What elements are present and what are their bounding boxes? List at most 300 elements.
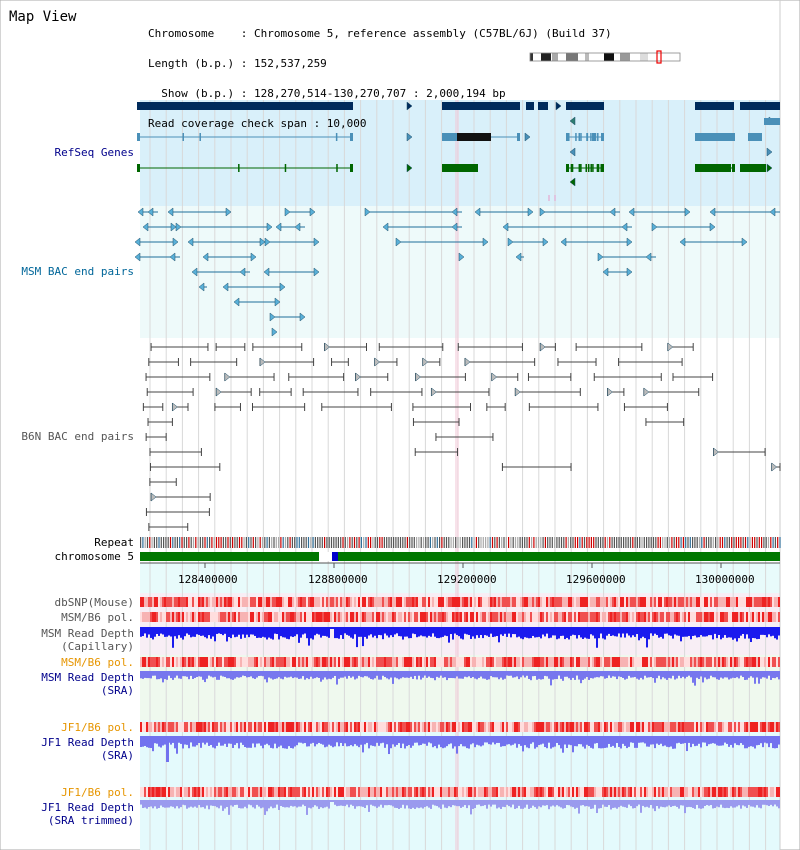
snp-density-cell	[336, 787, 338, 797]
gene-exon	[580, 164, 582, 172]
snp-density-cell	[198, 722, 200, 732]
read-depth-bar	[418, 671, 420, 676]
read-depth-bar	[746, 627, 748, 634]
read-depth-bar	[430, 800, 432, 809]
read-depth-bar	[244, 736, 246, 747]
read-depth-bar	[746, 736, 748, 748]
repeat-element	[172, 537, 173, 548]
snp-density-cell	[558, 722, 560, 732]
read-depth-bar	[434, 627, 436, 637]
snp-density-cell	[388, 722, 390, 732]
snp-density-cell	[230, 597, 232, 607]
read-depth-bar	[574, 736, 576, 746]
read-depth-bar	[166, 627, 168, 637]
snp-density-cell	[282, 612, 284, 622]
snp-density-cell	[546, 657, 548, 667]
repeat-element	[549, 537, 550, 548]
repeat-element	[591, 537, 592, 548]
read-depth-bar	[292, 736, 294, 748]
read-depth-bar	[266, 736, 268, 744]
read-depth-bar	[548, 627, 550, 638]
snp-density-cell	[398, 722, 400, 732]
snp-density-cell	[460, 657, 462, 667]
snp-density-cell	[308, 612, 310, 622]
snp-density-cell	[150, 787, 152, 797]
snp-density-cell	[676, 657, 678, 667]
snp-density-cell	[658, 787, 660, 797]
read-depth-bar	[712, 736, 714, 743]
snp-density-cell	[414, 612, 416, 622]
read-depth-bar	[514, 800, 516, 809]
label-msm-b6-pol-capillary[interactable]: MSM/B6 pol.	[61, 611, 134, 624]
read-depth-bar	[570, 671, 572, 680]
read-depth-bar	[258, 671, 260, 676]
snp-density-cell	[450, 787, 452, 797]
repeat-element	[667, 537, 668, 548]
snp-density-cell	[358, 787, 360, 797]
snp-density-cell	[510, 597, 512, 607]
label-refseq-genes[interactable]: RefSeq Genes	[54, 146, 134, 159]
read-depth-bar	[580, 800, 582, 806]
read-depth-bar	[384, 736, 386, 748]
read-depth-bar	[532, 736, 534, 742]
snp-density-cell	[490, 722, 492, 732]
snp-density-cell	[732, 612, 734, 622]
snp-density-cell	[174, 722, 176, 732]
snp-density-cell	[516, 787, 518, 797]
read-depth-bar	[296, 736, 298, 745]
snp-density-cell	[718, 612, 720, 622]
repeat-element	[639, 537, 640, 548]
repeat-element	[487, 537, 488, 548]
read-depth-bar	[474, 671, 476, 679]
label-jf1-read-depth-trimmed[interactable]	[41, 801, 134, 827]
snp-density-cell	[310, 657, 312, 667]
read-depth-bar	[690, 671, 692, 677]
read-depth-bar	[684, 671, 686, 678]
snp-density-cell	[206, 657, 208, 667]
read-depth-bar	[406, 671, 408, 678]
read-depth-bar	[644, 627, 646, 638]
read-depth-bar	[756, 627, 758, 639]
snp-density-cell	[522, 657, 524, 667]
label-repeat[interactable]: Repeat	[94, 536, 134, 549]
read-depth-bar	[598, 627, 600, 638]
snp-density-cell	[276, 657, 278, 667]
snp-density-cell	[520, 787, 522, 797]
snp-density-cell	[424, 612, 426, 622]
read-depth-bar	[432, 627, 434, 633]
snp-density-cell	[378, 787, 380, 797]
snp-density-cell	[750, 597, 752, 607]
read-depth-bar	[254, 800, 256, 809]
read-depth-bar	[722, 800, 724, 808]
read-depth-bar	[496, 671, 498, 677]
read-depth-bar	[246, 736, 248, 748]
read-depth-bar	[556, 671, 558, 679]
chromosome-gap	[319, 552, 332, 561]
repeat-element	[290, 537, 291, 548]
snp-density-cell	[230, 612, 232, 622]
snp-density-cell	[568, 657, 570, 667]
snp-density-cell	[768, 612, 770, 622]
read-depth-bar	[378, 627, 380, 635]
read-depth-bar	[154, 736, 156, 743]
read-depth-bar	[484, 736, 486, 742]
read-depth-bar	[176, 671, 178, 676]
read-depth-bar	[440, 671, 442, 676]
snp-density-cell	[508, 787, 510, 797]
read-depth-bar	[318, 671, 320, 678]
repeat-element	[338, 537, 339, 548]
read-depth-bar	[140, 736, 142, 747]
b6n-end-arrow	[492, 373, 497, 381]
snp-density-cell	[662, 612, 664, 622]
snp-density-cell	[404, 722, 406, 732]
label-dbsnp[interactable]: dbSNP(Mouse)	[54, 596, 134, 609]
snp-density-cell	[330, 722, 332, 732]
read-depth-bar	[654, 800, 656, 811]
snp-density-cell	[536, 612, 538, 622]
snp-density-cell	[210, 612, 212, 622]
snp-density-cell	[326, 612, 328, 622]
snp-density-cell	[492, 722, 494, 732]
read-depth-bar	[144, 736, 146, 746]
read-depth-bar	[250, 627, 252, 634]
read-depth-bar	[528, 736, 530, 748]
snp-density-cell	[682, 657, 684, 667]
read-depth-bar	[758, 736, 760, 745]
snp-density-cell	[632, 612, 634, 622]
snp-density-cell	[280, 787, 282, 797]
label-msm-b6-pol-sra[interactable]: MSM/B6 pol.	[61, 656, 134, 669]
read-depth-bar	[462, 627, 464, 639]
read-depth-bar	[504, 627, 506, 634]
snp-density-cell	[440, 597, 442, 607]
snp-density-cell	[680, 597, 682, 607]
snp-density-cell	[362, 597, 364, 607]
read-depth-bar	[240, 736, 242, 743]
snp-density-cell	[382, 612, 384, 622]
snp-density-cell	[674, 657, 676, 667]
read-depth-bar	[154, 800, 156, 806]
read-depth-bar	[336, 627, 338, 638]
snp-density-cell	[388, 657, 390, 667]
snp-density-cell	[488, 787, 490, 797]
repeat-element	[641, 537, 642, 548]
snp-density-cell	[256, 787, 258, 797]
read-depth-bar	[476, 627, 478, 635]
snp-density-cell	[254, 597, 256, 607]
snp-density-cell	[702, 597, 704, 607]
snp-density-cell	[402, 657, 404, 667]
read-depth-bar	[374, 671, 376, 678]
repeat-element	[660, 537, 661, 548]
snp-density-cell	[396, 612, 398, 622]
read-depth-bar	[724, 800, 726, 808]
snp-density-cell	[670, 722, 672, 732]
label-chromosome[interactable]: chromosome 5	[54, 550, 134, 563]
read-depth-bar	[232, 671, 234, 680]
read-depth-bar	[618, 800, 620, 807]
snp-density-cell	[246, 612, 248, 622]
snp-density-cell	[582, 657, 584, 667]
read-depth-bar	[504, 736, 506, 746]
snp-density-cell	[696, 657, 698, 667]
read-depth-bar	[234, 736, 236, 745]
read-depth-bar	[306, 671, 308, 678]
read-depth-bar	[592, 671, 594, 678]
snp-density-cell	[446, 722, 448, 732]
snp-density-cell	[608, 787, 610, 797]
read-depth-bar	[320, 800, 322, 807]
snp-density-cell	[318, 597, 320, 607]
read-depth-bar	[696, 800, 698, 805]
read-depth-bar	[230, 627, 232, 638]
read-depth-bar	[328, 800, 330, 809]
snp-density-cell	[428, 787, 430, 797]
read-depth-bar	[156, 736, 158, 744]
repeat-element	[478, 537, 479, 548]
snp-density-cell	[562, 597, 564, 607]
snp-density-cell	[462, 612, 464, 622]
read-depth-bar	[360, 627, 362, 637]
read-depth-bar	[694, 736, 696, 746]
snp-density-cell	[280, 657, 282, 667]
snp-density-cell	[700, 597, 702, 607]
snp-density-cell	[766, 722, 768, 732]
snp-density-cell	[546, 787, 548, 797]
snp-density-cell	[350, 787, 352, 797]
snp-density-cell	[404, 612, 406, 622]
snp-density-cell	[146, 597, 148, 607]
snp-density-cell	[542, 612, 544, 622]
read-depth-bar	[400, 800, 402, 808]
read-depth-bar	[348, 736, 350, 746]
read-depth-bar	[626, 736, 628, 748]
read-depth-bar	[372, 736, 374, 746]
snp-density-cell	[530, 612, 532, 622]
read-depth-bar	[732, 736, 734, 748]
read-depth-bar	[592, 627, 594, 636]
snp-density-cell	[662, 657, 664, 667]
label-jf1-b6-pol-sra[interactable]: JF1/B6 pol.	[61, 721, 134, 734]
snp-density-cell	[474, 597, 476, 607]
read-depth-bar	[192, 736, 194, 747]
read-depth-bar	[168, 627, 170, 635]
snp-density-cell	[486, 787, 488, 797]
label-jf1-b6-pol-trimmed[interactable]: JF1/B6 pol.	[61, 786, 134, 799]
read-depth-bar	[492, 627, 494, 637]
snp-density-cell	[760, 787, 762, 797]
snp-density-cell	[276, 722, 278, 732]
snp-density-cell	[556, 787, 558, 797]
read-depth-bar	[630, 671, 632, 678]
label-b6n-bac-end-pairs[interactable]: B6N BAC end pairs	[21, 430, 134, 443]
snp-density-cell	[444, 787, 446, 797]
read-depth-bar	[694, 671, 696, 686]
repeat-element	[559, 537, 560, 548]
snp-density-cell	[152, 787, 154, 797]
snp-density-cell	[686, 722, 688, 732]
snp-density-cell	[696, 722, 698, 732]
snp-density-cell	[470, 722, 472, 732]
read-depth-bar	[338, 800, 340, 806]
read-depth-bar	[542, 800, 544, 805]
read-depth-bar	[438, 736, 440, 745]
snp-density-cell	[306, 657, 308, 667]
read-depth-bar	[160, 671, 162, 678]
snp-density-cell	[736, 597, 738, 607]
snp-density-cell	[342, 722, 344, 732]
snp-density-cell	[162, 787, 164, 797]
read-depth-bar	[336, 800, 338, 806]
read-depth-bar	[160, 800, 162, 806]
read-depth-bar	[738, 736, 740, 745]
read-depth-bar	[172, 627, 174, 648]
snp-density-cell	[772, 787, 774, 797]
read-depth-bar	[566, 627, 568, 638]
read-depth-bar	[228, 800, 230, 815]
snp-density-cell	[494, 657, 496, 667]
snp-density-cell	[546, 597, 548, 607]
repeat-element	[216, 537, 217, 548]
snp-density-cell	[206, 612, 208, 622]
snp-density-cell	[224, 657, 226, 667]
snp-density-cell	[592, 597, 594, 607]
snp-density-cell	[728, 612, 730, 622]
snp-density-cell	[460, 597, 462, 607]
repeat-element	[315, 537, 316, 548]
snp-density-cell	[600, 787, 602, 797]
snp-density-cell	[550, 787, 552, 797]
snp-density-cell	[180, 657, 182, 667]
snp-density-cell	[200, 787, 202, 797]
repeat-element	[625, 537, 626, 548]
snp-density-cell	[454, 787, 456, 797]
read-depth-bar	[238, 627, 240, 635]
b6n-end-arrow	[515, 388, 520, 396]
repeat-element	[612, 537, 613, 548]
read-depth-bar	[724, 736, 726, 743]
read-depth-bar	[558, 671, 560, 676]
read-depth-bar	[296, 671, 298, 678]
snp-density-cell	[692, 787, 694, 797]
read-depth-bar	[252, 671, 254, 678]
read-depth-bar	[718, 800, 720, 807]
snp-density-cell	[184, 787, 186, 797]
read-depth-bar	[612, 736, 614, 746]
repeat-element	[763, 537, 764, 548]
label-msm-read-depth-sra[interactable]	[41, 671, 134, 697]
repeat-element	[773, 537, 774, 548]
repeat-element	[566, 537, 567, 548]
read-depth-bar	[292, 627, 294, 637]
snp-density-cell	[250, 722, 252, 732]
read-depth-bar	[616, 671, 618, 679]
snp-density-cell	[582, 612, 584, 622]
snp-density-cell	[260, 722, 262, 732]
snp-density-cell	[650, 722, 652, 732]
snp-density-cell	[600, 722, 602, 732]
read-depth-bar	[732, 627, 734, 640]
snp-density-cell	[224, 722, 226, 732]
snp-density-cell	[568, 612, 570, 622]
read-depth-bar	[272, 736, 274, 748]
read-depth-bar	[254, 671, 256, 679]
read-depth-bar	[766, 671, 768, 679]
repeat-element	[662, 537, 663, 548]
read-depth-bar	[466, 671, 468, 677]
snp-density-cell	[510, 612, 512, 622]
read-depth-bar	[290, 736, 292, 748]
read-depth-bar	[516, 627, 518, 637]
read-depth-bar	[618, 627, 620, 633]
read-depth-bar	[490, 800, 492, 807]
label-msm-read-depth-capillary[interactable]	[41, 627, 134, 653]
read-depth-bar	[556, 627, 558, 639]
repeat-element	[253, 537, 254, 548]
read-depth-bar	[608, 736, 610, 744]
read-depth-bar	[464, 800, 466, 805]
read-depth-bar	[462, 671, 464, 679]
read-depth-bar	[148, 671, 150, 678]
read-depth-bar	[482, 671, 484, 679]
read-depth-bar	[512, 736, 514, 745]
read-depth-bar	[744, 800, 746, 806]
b6n-end-arrow	[151, 493, 156, 501]
read-depth-bar	[282, 627, 284, 637]
snp-density-cell	[168, 722, 170, 732]
read-depth-bar	[346, 671, 348, 679]
snp-density-cell	[152, 657, 154, 667]
read-depth-bar	[166, 800, 168, 808]
snp-density-cell	[430, 597, 432, 607]
snp-density-cell	[462, 722, 464, 732]
read-depth-bar	[460, 671, 462, 679]
snp-density-cell	[348, 657, 350, 667]
snp-density-cell	[276, 612, 278, 622]
read-depth-bar	[450, 671, 452, 678]
read-depth-bar	[376, 800, 378, 808]
read-depth-bar	[372, 671, 374, 679]
repeat-element	[152, 537, 153, 548]
read-depth-bar	[700, 671, 702, 676]
read-depth-bar	[204, 671, 206, 682]
read-depth-bar	[468, 736, 470, 749]
read-depth-bar	[352, 736, 354, 746]
repeat-element	[690, 537, 691, 548]
read-depth-bar	[728, 800, 730, 808]
read-depth-bar	[180, 800, 182, 807]
repeat-element	[299, 537, 300, 548]
read-depth-bar	[208, 671, 210, 676]
label-msm-bac-end-pairs[interactable]: MSM BAC end pairs	[21, 265, 134, 278]
repeat-element	[296, 537, 297, 548]
repeat-element	[770, 537, 771, 548]
read-depth-bar	[450, 627, 452, 634]
repeat-element	[651, 537, 652, 548]
b6n-end-arrow	[225, 373, 230, 381]
snp-density-cell	[394, 612, 396, 622]
snp-density-cell	[334, 657, 336, 667]
snp-density-cell	[432, 612, 434, 622]
snp-density-cell	[142, 657, 144, 667]
label-jf1-read-depth-sra[interactable]	[41, 736, 134, 762]
read-depth-bar	[596, 627, 598, 648]
read-depth-bar	[426, 671, 428, 678]
snp-density-cell	[448, 657, 450, 667]
